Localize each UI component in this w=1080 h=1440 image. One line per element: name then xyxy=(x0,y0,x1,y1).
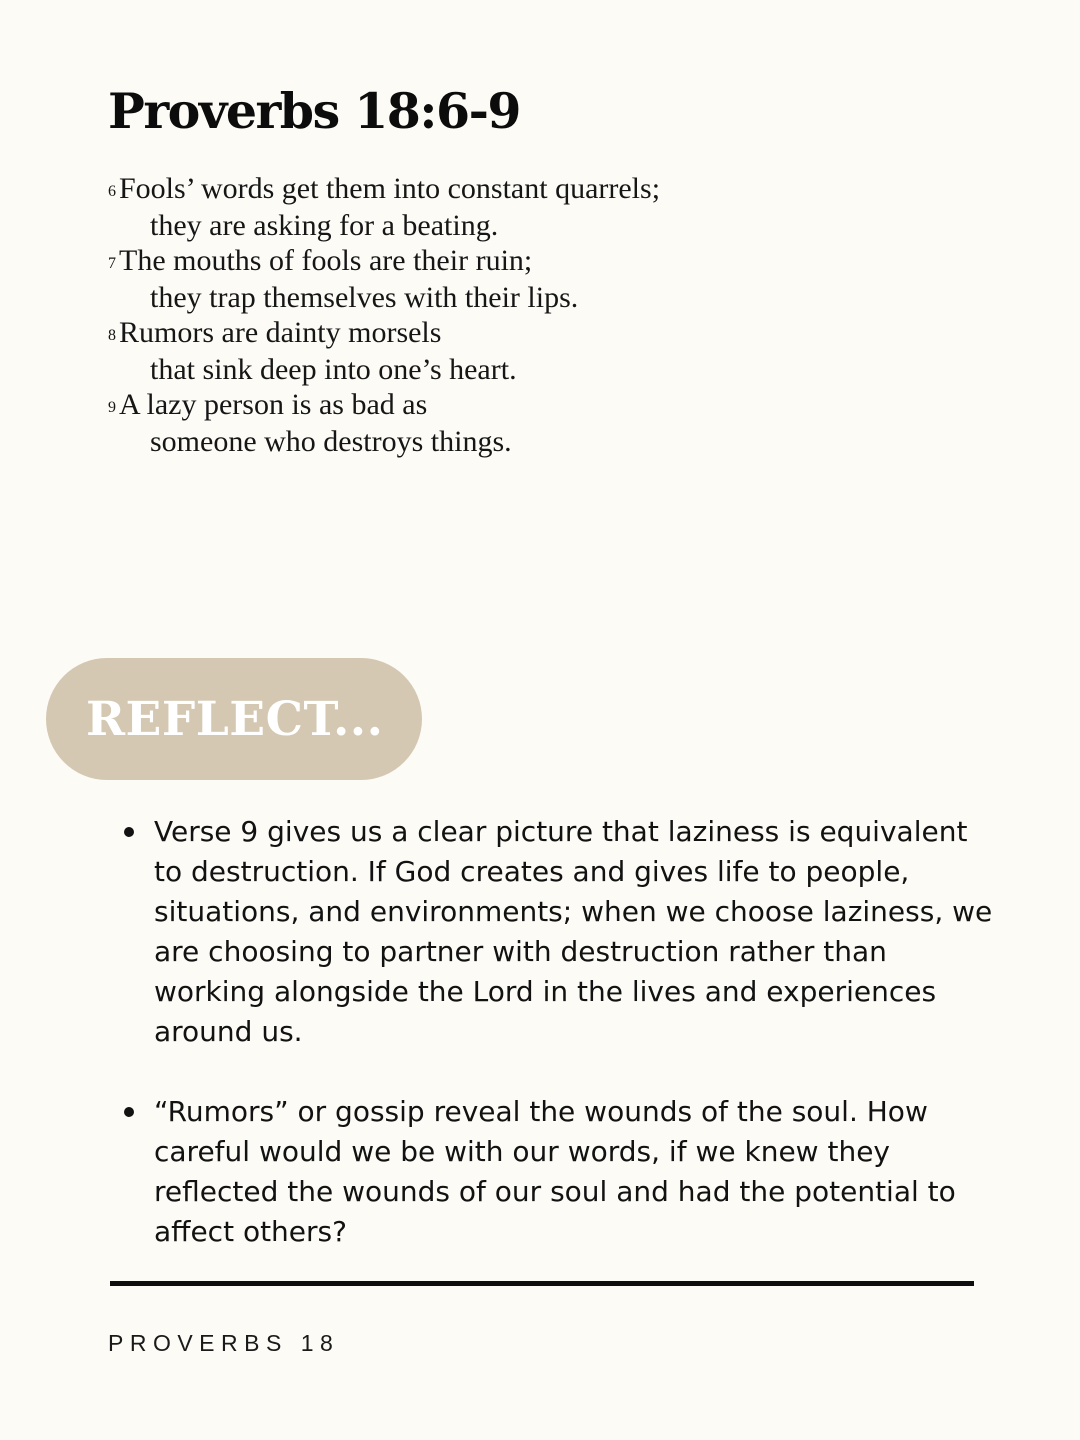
divider xyxy=(110,1281,974,1286)
verse-6 xyxy=(108,170,1008,242)
verse-number: 8 xyxy=(108,327,116,344)
page-title: Proverbs 18:6-9 xyxy=(108,82,521,140)
verse-line: Fools’ words get them into constant quarrels; xyxy=(119,172,661,205)
verse-9 xyxy=(108,386,1008,458)
verse-number: 9 xyxy=(108,399,116,416)
bullet-icon xyxy=(124,1107,134,1117)
list-item xyxy=(122,812,1002,1052)
bullet-icon xyxy=(124,827,134,837)
verse-number: 6 xyxy=(108,183,116,200)
verse-line-indented: someone who destroys things. xyxy=(150,425,512,458)
list-item xyxy=(122,1092,1002,1252)
verse-line-indented: that sink deep into one’s heart. xyxy=(150,353,517,386)
verse-8 xyxy=(108,314,1008,386)
reflection-list xyxy=(122,812,1002,1292)
verse-line-indented: they are asking for a beating. xyxy=(150,209,499,242)
reflection-text: Verse 9 gives us a clear picture that laziness is equivalent to destruction. If God creates and gives life to people, situations, and environments; when we choose laziness, we are choosing to partner with destruction rather than working alongside the Lord in the lives and experiences around us. xyxy=(154,815,993,1048)
reflect-badge xyxy=(46,658,422,780)
verse-7 xyxy=(108,242,1008,314)
verse-line: Rumors are dainty morsels xyxy=(119,316,442,349)
verse-number: 7 xyxy=(108,255,116,272)
scripture-passage xyxy=(108,170,1008,458)
reflect-label: REFLECT... xyxy=(86,691,384,747)
verse-line: A lazy person is as bad as xyxy=(119,388,428,421)
reflection-text: “Rumors” or gossip reveal the wounds of the soul. How careful would we be with our words, if we knew they reflected the wounds of our soul and had the potential to affect others? xyxy=(154,1095,956,1248)
verse-line-indented: they trap themselves with their lips. xyxy=(150,281,579,314)
footer-label: PROVERBS 18 xyxy=(108,1330,340,1356)
verse-line: The mouths of fools are their ruin; xyxy=(119,244,533,277)
